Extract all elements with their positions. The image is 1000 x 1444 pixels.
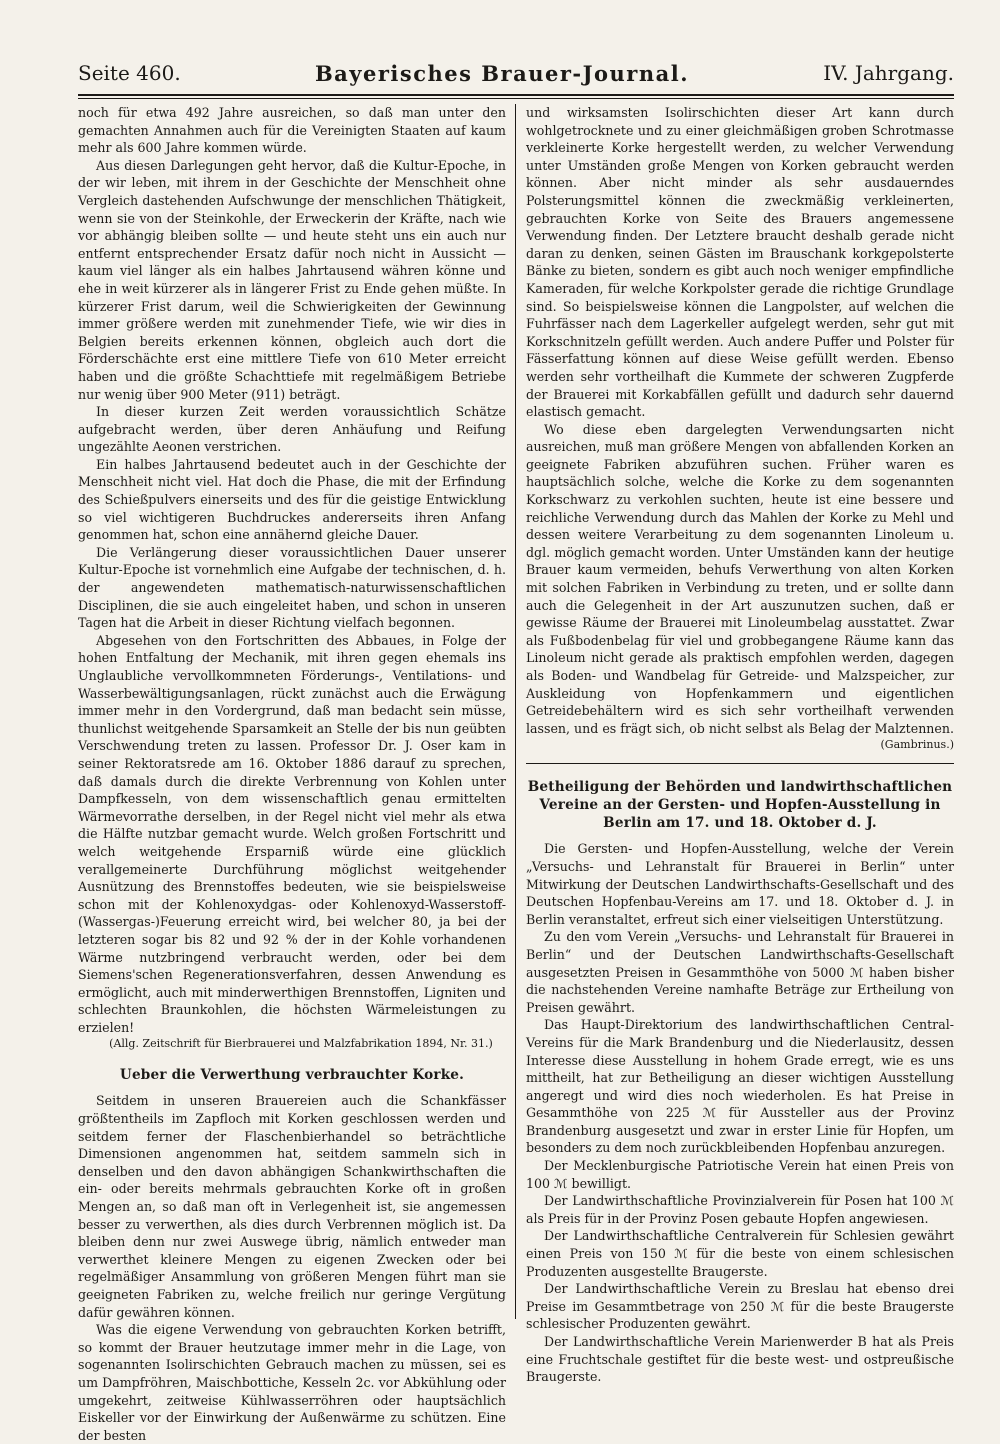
journal-title: Bayerisches Brauer-Journal. (314, 60, 690, 86)
paragraph: Wo diese eben dargelegten Verwendungsarten nicht ausreichen, muß man größere Mengen von abfallenden Korken an geeignete Fabriken abzuführen suchen. Früher waren es hauptsächlich solche, welche die Korke zu dem sogenannten Korkschwarz zu verkohlen suchten, heute ist eine bessere und reichliche Verwendung durch das Mahlen der Korke zu Mehl und dessen weitere Verarbeitung zu dem sogenannten Linoleum u. dgl. möglich gemacht worden. Unter Umständen kann der heutige Brauer kaum vermeiden, behufs Verwerthung von alten Korken mit solchen Fabriken in Verbindung zu treten, und er sollte dann auch die Gelegenheit in der Art auszunutzen suchen, daß er gewisse Räume der Brauerei mit Linoleumbelag ausstattet. Zwar als Fußbodenbelag für viel und grobbegangene Räume kann das Linoleum nicht gerade als praktisch empfohlen werden, dagegen als Boden- und Wandbelag für Getreide- und Malzspeicher, zur Auskleidung von Hopfenkammern und eigentlichen Getreidebehältern wird es sich sehr vortheilhaft verwenden lassen, und es frägt sich, ob nicht selbst als Belag der Malztennen. (526, 421, 954, 736)
paragraph: und wirksamsten Isolirschichten dieser Art kann durch wohlgetrocknete und zu einer gleichmäßigen groben Schrotmasse verkleinerte Korke hergestellt werden, zu welcher Verwendung unter Umständen große Mengen von Korken gebraucht werden können. Aber nicht minder als sehr ausdauerndes Polsterungsmittel können die zweckmäßig verkleinerten, gebrauchten Korke von Seite des Brauers angemessene Verwendung finden. Der Letztere braucht deshalb gerade nicht daran zu denken, seinen Gästen im Brauschank korkgepolsterte Bänke zu bieten, sondern es gibt auch noch weniger empfindliche Kameraden, für welche Korkpolster gerade die richtige Grundlage sind. So beispielsweise können die Langpolster, auf welchen die Fuhrfässer nach dem Lagerkeller aufgelegt werden, sehr gut mit Korkschnitzeln gefüllt werden. Auch andere Puffer und Polster für Fässerfattung können auf diese Weise gefüllt werden. Ebenso werden sehr vortheilhaft die Kummete der schweren Zugpferde der Brauerei mit Korkabfällen gefüllt und dadurch sehr dauernd elastisch gemacht. (526, 105, 954, 420)
page-header (78, 56, 954, 90)
left-column (78, 104, 506, 1443)
paragraph: Seitdem in unseren Brauereien auch die Schankfässer größtentheils im Zapfloch mit Korken geschlossen werden und seitdem ferner der Flaschenbierhandel so beträchtliche Dimensionen angenommen hat, seitdem sammeln sich in denselben und den davon abhängigen Schankwirthschaften die ein- oder bereits mehrmals gebrauchten Korke oft in großen Mengen an, so daß man oft in Verlegenheit ist, sie angemessen besser zu verwerthen, als dies durch Verbrennen möglich ist. Da bleiben denn nur zwei Auswege übrig, nämlich entweder man verwerthet kleinere Mengen zu eigenen Zwecken oder bei regelmäßiger Ansammlung von größeren Mengen führt man sie geeigneten Fabriken zu, welche freilich nur geringe Vergütung dafür gewähren können. (78, 1093, 506, 1320)
article-separator (526, 763, 954, 764)
paragraph: Der Landwirthschaftliche Verein Marienwerder B hat als Preis eine Fruchtschale gestiftet für die beste west- und ostpreußische Braugerste. (526, 1334, 954, 1385)
paragraph: Der Landwirthschaftliche Provinzialverein für Posen hat 100 ℳ als Preis für in der Provinz Posen gebaute Hopfen angewiesen. (526, 1193, 954, 1226)
paragraph: Ein halbes Jahrtausend bedeutet auch in der Geschichte der Menschheit nicht viel. Hat doch die Phase, die mit der Erfindung des Schießpulvers einerseits und des für die geistige Entwicklung so viel wichtigeren Buchdruckes andererseits ihren Anfang genommen hat, schon eine annähernd gleiche Dauer. (78, 456, 506, 543)
page-number: Seite 460. (78, 61, 181, 85)
paragraph: Der Landwirthschaftliche Centralverein für Schlesien gewährt einen Preis von 150 ℳ für die beste von einem schlesischen Produzenten ausgestellte Braugerste. (526, 1228, 954, 1279)
header-rule-thin (78, 98, 954, 99)
column-divider (515, 104, 516, 1319)
source-citation: (Allg. Zeitschrift für Bierbrauerei und Malzfabrikation 1894, Nr. 31.) (109, 1037, 493, 1051)
article-title: Betheiligung der Behörden und landwirthschaftlichen Vereine an der Gersten- und Hopfen-Ausstellung in Berlin am 17. und 18. Oktober d. J. (527, 779, 953, 832)
paragraph: Das Haupt-Direktorium des landwirthschaftlichen Central-Vereins für die Mark Brandenburg und die Niederlausitz, dessen Interesse diese Ausstellung in hohem Grade erregt, wie es uns mittheilt, hat zur Betheiligung an dieser wichtigen Ausstellung angeregt und wird dies noch wiederholen. Es hat Preise in Gesammthöhe von 225 ℳ für Aussteller aus der Provinz Brandenburg ausgesetzt und zwar in erster Linie für Hopfen, um besonders zu dem noch zurückbleibenden Hopfenbau anzuregen. (526, 1017, 954, 1156)
paragraph: Aus diesen Darlegungen geht hervor, daß die Kultur-Epoche, in der wir leben, mit ihrem in der Geschichte der Menschheit ohne Vergleich dastehenden Aufschwunge der menschlichen Thätigkeit, wenn sie von der Steinkohle, der Erweckerin der Kräfte, nach wie vor abhängig bleiben sollte — und heute steht uns ein auch nur entfernt entsprechender Ersatz dafür noch nicht in Aussicht — kaum viel länger als ein halbes Jahrtausend währen könne und ehe in weit kürzerer als in längerer Frist zu Ende gehen müßte. In kürzerer Frist darum, weil die Schwierigkeiten der Gewinnung immer größere werden mit zunehmender Tiefe, wie wir dies in Belgien bereits erkennen können, obgleich auch dort die Förderschächte erst eine mittlere Tiefe von 610 Meter erreicht haben und die größte Schachttiefe mit regelmäßigem Betriebe nur wenig über 900 Meter (911) beträgt. (78, 157, 506, 402)
paragraph: Zu den vom Verein „Versuchs- und Lehranstalt für Brauerei in Berlin“ und der Deutschen Landwirthschafts-Gesellschaft ausgesetzten Preisen in Gesammthöhe von 5000 ℳ haben bisher die nachstehenden Vereine namhafte Beträge zur Ertheilung von Preisen gewährt. (526, 929, 954, 1015)
paragraph: Was die eigene Verwendung von gebrauchten Korken betrifft, so kommt der Brauer heutzutage immer mehr in die Lage, von sogenannten Isolirschichten Gebrauch machen zu müssen, sei es um Dampfröhren, Maischbottiche, Kesseln 2c. vor Abkühlung oder umgekehrt, zeitweise Kühlwasserröhren oder hauptsächlich Eiskeller vor der Einwirkung der Außenwärme zu schützen. Eine der besten (78, 1322, 506, 1443)
paragraph: noch für etwa 492 Jahre ausreichen, so daß man unter den gemachten Annahmen auch für die Vereinigten Staaten auf kaum mehr als 600 Jahre kommen würde. (78, 105, 506, 156)
right-column (526, 104, 954, 1385)
volume-label: IV. Jahrgang. (823, 61, 954, 85)
paragraph: Die Verlängerung dieser voraussichtlichen Dauer unserer Kultur-Epoche ist vornehmlich eine Aufgabe der technischen, d. h. der angewendeten mathematisch-naturwissenschaftlichen Disciplinen, die sie auch eingeleitet haben, und schon in unseren Tagen hat die Arbeit in dieser Richtung vielfach begonnen. (78, 544, 506, 631)
header-rule (78, 94, 954, 96)
paragraph: Der Landwirthschaftliche Verein zu Breslau hat ebenso drei Preise im Gesammtbetrage von 250 ℳ für die beste Braugerste schlesischer Produzenten gewährt. (526, 1281, 954, 1332)
source-citation: (Gambrinus.) (880, 738, 954, 752)
paragraph: Der Mecklenburgische Patriotische Verein hat einen Preis von 100 ℳ bewilligt. (526, 1158, 954, 1191)
paragraph: Die Gersten- und Hopfen-Ausstellung, welche der Verein „Versuchs- und Lehranstalt für Brauerei in Berlin“ unter Mitwirkung der Deutschen Landwirthschafts-Gesellschaft und des Deutschen Hopfenbau-Vereins am 17. und 18. Oktober d. J. in Berlin veranstaltet, erfreut sich einer vielseitigen Unterstützung. (526, 841, 954, 927)
newspaper-page (78, 56, 954, 1443)
article-title: Ueber die Verwerthung verbrauchter Korke. (119, 1067, 465, 1084)
paragraph: Abgesehen von den Fortschritten des Abbaues, in Folge der hohen Entfaltung der Mechanik, mit ihren gegen ehemals ins Unglaubliche vervollkommneten Förderungs-, Ventilations- und Wasserbewältigungsanlagen, rückt zunächst auch die Erwägung immer mehr in den Vordergrund, daß man bedacht sein müsse, thunlichst weitgehende Sparsamkeit an Stelle der bis nun geübten Verschwendung treten zu lassen. Professor Dr. J. Oser kam in seiner Rektoratsrede am 16. Oktober 1886 darauf zu sprechen, daß damals durch die direkte Verbrennung von Kohlen unter Dampfkesseln, von dem wissenschaftlich genau ermittelten Wärmevorrathe derselben, in der Regel nicht viel mehr als etwa die Hälfte nutzbar gemacht wurde. Welch großen Fortschritt und welch weitgehende Ersparniß würde eine glücklich verallgemeinerte Durchführung möglichst weitgehender Ausnützung des Brennstoffes bedeuten, wie sie beispielsweise schon mit der Kohlenoxydgas- oder Kohlenoxyd-Wasserstoff-(Wassergas-)Feuerung erreicht wird, bei welcher 80, ja bei der letzteren sogar bis 82 und 92 % der in der Kohle vorhandenen Wärme nutzbringend verbraucht werden, oder bei dem Siemens'schen Regenerationsverfahren, dessen Anwendung es ermöglicht, auch mit minderwerthigen Brennstoffen, Ligniten und schlechten Braunkohlen, die höchsten Wärmeleistungen zu erzielen! (78, 632, 506, 1035)
paragraph: In dieser kurzen Zeit werden voraussichtlich Schätze aufgebracht werden, über deren Anhäufung und Reifung ungezählte Aeonen verstrichen. (78, 404, 506, 455)
